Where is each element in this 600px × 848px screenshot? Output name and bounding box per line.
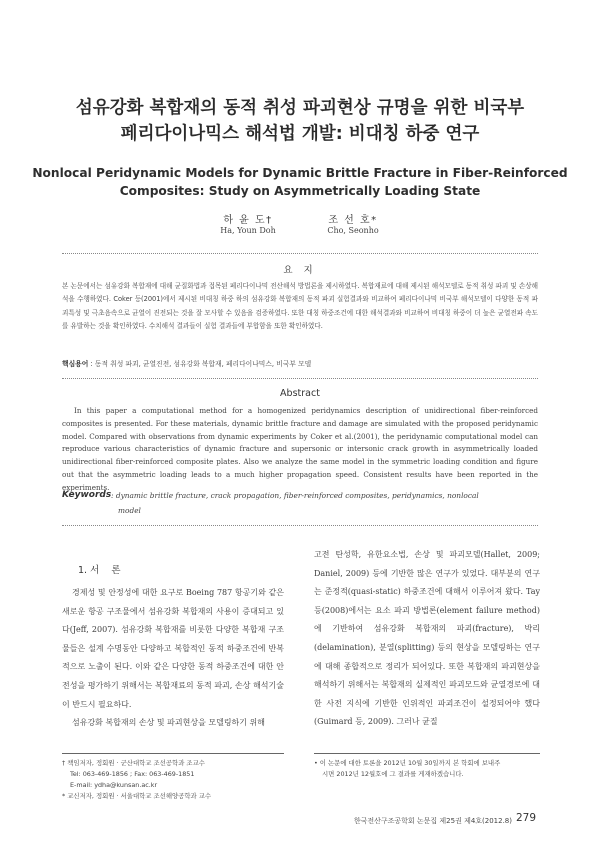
korean-keywords-text: : 동적 취성 파괴, 균열진전, 섬유강화 복합재, 페리다이나믹스, 비국부 모델 [88,360,312,368]
footnote-rule-left [62,753,284,754]
korean-keywords-label: 핵심용어 [62,360,89,368]
footnote-corresponding-author: † 책임저자, 정회원 · 군산대학교 조선공학과 조교수 [62,759,205,767]
author-roman-2: Cho, Seonho [327,226,379,235]
footnote-tel-fax: Tel: 063-469-1856 ; Fax: 063-469-1851 [70,770,195,778]
korean-title-line-1: 섬유강화 복합재의 동적 취성 파괴현상 규명을 위한 비국부 [75,98,525,118]
korean-title-line-2: 페리다이나믹스 해석법 개발: 비대칭 하중 연구 [120,124,480,144]
footnote-email: E-mail: ydha@kunsan.ac.kr [70,781,158,789]
author-name-1: 하 윤 도† [223,215,273,226]
page-number: 279 [516,812,537,824]
divider-top [62,253,538,254]
footnotes-left [62,758,284,802]
journal-citation: 한국전산구조공학회 논문집 제25권 제4호(2012.8) [353,817,512,825]
intro-paragraph-2: 섬유강화 복합재의 손상 및 파괴현상을 모델링하기 위해 [72,718,265,728]
author-roman-1: Ha, Youn Doh [220,226,276,235]
footnote-discussion-line-1: • 이 논문에 대한 토론을 2012년 10월 30일까지 본 학회에 보내주 [314,759,501,767]
right-column [314,546,540,732]
divider-middle [62,378,538,379]
intro-continued-paragraph: 고전 탄성학, 유한요소법, 손상 및 파괴모델(Hallet, 2009; Daniel, 2009) 등에 기반한 많은 연구가 있었다. 대부분의 연구는 준정적(quasi-static) 하중조건에 대해서 이루어져 왔다. Tay 등(2008)에서는 요소 파괴 방법론(element failure method)에 기반하여 섬유강화 복합재의 파괴(fracture), 박리(delamination), 분열(splitting) 등의 현상을 모델링하는 연구에 대해 종합적으로 정리가 되어있다. 또한 복합재의 파괴현상을 해석하기 위해서는 복합재의 실제적인 파괴모드와 균열경로에 대한 사전 지식에 기반한 인위적인 파괴조건이 설정되어야 했다(Guimard 등, 2009). 그러나 균질 [314,550,540,727]
divider-bottom [62,525,538,526]
intro-paragraph-1: 경제성 및 안정성에 대한 요구로 Boeing 787 항공기와 같은 새로운 항공 구조물에서 섬유강화 복합재의 사용이 증대되고 있다(Jeff, 2007). 섬유강화 복합재를 비롯한 다양한 복합재 구조물들은 설계 수명동안 다양하고 복합적인 동적 하중조건에 반복적으로 노출이 된다. 이와 같은 다양한 동적 하중조건에 대한 안전성을 평가하기 위해서는 복합재료의 동적 파괴, 손상 해석기술이 반드시 필요하다. [62,588,284,709]
korean-abstract-heading: 요 지 [283,265,317,276]
footnote-rule-right [314,753,540,754]
english-keywords-label: Keywords [62,490,112,500]
left-column [62,584,284,733]
author-name-2: 조 선 호* [328,215,378,226]
english-keywords-line-2: model [118,506,141,515]
footnote-co-author: * 교신저자, 정회원 · 서울대학교 조선해양공학과 교수 [62,792,212,800]
english-abstract-text: In this paper a computational method for a homogenized peridynamics description of unidirectional fiber-reinforced composites is presented. For these materials, dynamic brittle fracture and damage are simulated with the proposed peridynamic model. Compared with observations from dynamic experiments by Coker et al.(2001), the peridynamic computational model can reproduce various characteristics of dynamic fracture and supersonic or intersonic crack growth in asymmetrically loaded unidirectional fiber-reinforced composite plates. Also we analyze the same model in the symmetric loading condition and figure out that the asymmetric loading leads to a much higher propagation speed. Consistent results have been reported in the experiments. [62,406,538,492]
footnote-discussion-line-2: 시면 2012년 12월호에 그 결과를 게재하겠습니다. [322,770,464,778]
english-title-line-2: Composites: Study on Asymmetrically Loading State [119,184,481,198]
korean-abstract-text: 본 논문에서는 섬유강화 복합재에 대해 균질화법과 접목된 페리다이나믹 전산해석 방법론을 제시하였다. 복합재료에 대해 제시된 해석모델로 동적 취성 파괴 및 손상해석을 수행하였다. Coker 등(2001)에서 제시된 비대칭 하중 하의 섬유강화 복합재의 동적 파괴 실험결과와 비교하여 페리다이나믹 비국부 해석모델이 다양한 동적 파괴특성 및 극초음속으로 균열이 진전되는 것을 잘 모사할 수 있음을 검증하였다. 또한 대칭 하중조건에 대한 해석결과와 비교하여 비대칭 하중이 더 높은 균열전파 속도를 유발하는 것을 확인하였다. 수치해석 결과들이 실험 결과들에 부합함을 또한 확인하였다. [62,282,538,331]
english-keywords-line-1: : dynamic brittle fracture, crack propagation, fiber-reinforced composites, peridynamics, nonlocal [111,491,479,500]
english-abstract-heading: Abstract [280,388,320,399]
english-title-line-1: Nonlocal Peridynamic Models for Dynamic Brittle Fracture in Fiber-Reinforced [32,166,568,180]
section-1-heading: 1. 서 론 [78,565,121,576]
korean-keywords [62,358,538,371]
footnotes-right [314,758,540,780]
